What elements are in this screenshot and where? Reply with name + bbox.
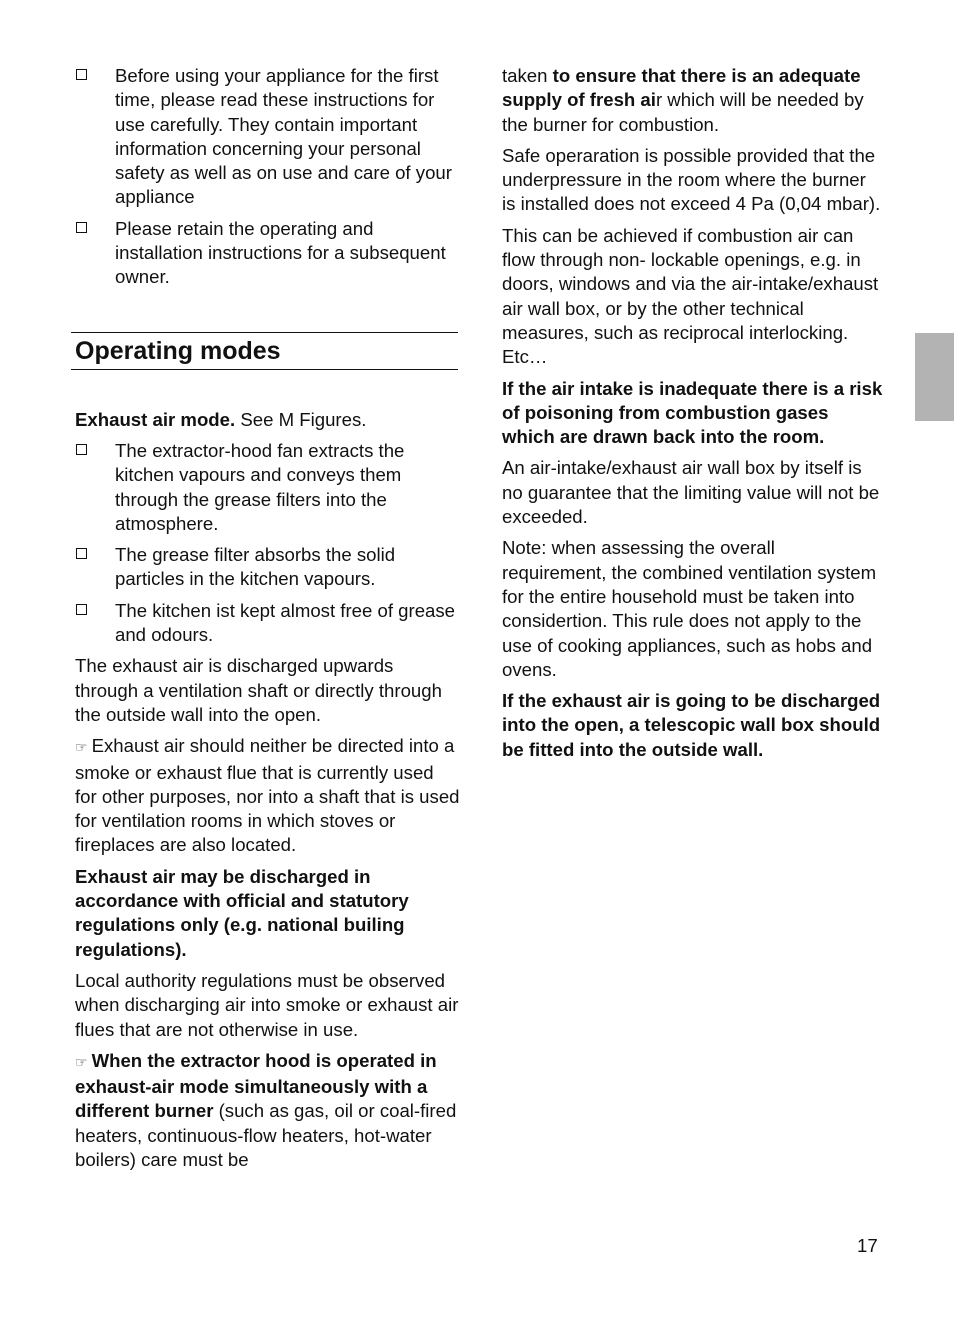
burner-note: ☞ When the extractor hood is operated in exhaust-air mode simultaneously with a different burner (such as gas, oil or coal-fired heaters, continuous-flow heaters, hot-water boilers) care must be	[75, 1049, 457, 1170]
list-item: The grease filter absorbs the solid particles in the kitchen vapours.	[75, 543, 460, 592]
checkbox-square-icon	[76, 222, 87, 233]
regulations-warning: Exhaust air may be discharged in accordance with official and statutory regulations only (e.g. national builing regulations).	[75, 865, 409, 960]
discharge-paragraph: The exhaust air is discharged upwards through a ventilation shaft or directly through the outside wall into the open.	[75, 655, 442, 725]
section-heading: Operating modes	[75, 336, 281, 365]
pointing-hand-icon: ☞	[75, 1054, 88, 1071]
safe-operation-paragraph: Safe operaration is possible provided that the underpressure in the room where the burner is installed does not exceed 4 Pa (0,04 mbar).	[502, 144, 881, 215]
checkbox-square-icon	[76, 69, 87, 80]
section-heading-box	[71, 332, 458, 370]
list-item: The extractor-hood fan extracts the kitchen vapours and conveys them through the grease filters into the atmosphere.	[75, 439, 460, 536]
list-item: Please retain the operating and installation instructions for a subsequent owner.	[75, 217, 460, 290]
poisoning-warning: If the air intake is inadequate there is a risk of poisoning from combustion gases which are drawn back into the room.	[502, 377, 883, 448]
note-paragraph: Note: when assessing the overall requirement, the combined ventilation system for the entire household must be taken into considertion. This rule does not apply to the use of cooking appliances, such as hobs and ovens.	[502, 537, 877, 680]
list-item: Before using your appliance for the first time, please read these instructions for use carefully. They contain important information concerning your personal safety as well as on use and care of your appliance	[75, 64, 460, 210]
checkbox-square-icon	[76, 444, 87, 455]
intro-checklist	[75, 64, 460, 290]
checkbox-square-icon	[76, 548, 87, 559]
fresh-air-paragraph: taken to ensure that there is an adequate supply of fresh air which will be needed by the burner for combustion.	[502, 65, 864, 135]
telescopic-warning: If the exhaust air is going to be discharged into the open, a telescopic wall box should be fitted into the outside wall.	[502, 690, 881, 760]
checkbox-square-icon	[76, 604, 87, 615]
local-authority-paragraph: Local authority regulations must be observed when discharging air into smoke or exhaust air flues that are not otherwise in use.	[75, 969, 459, 1040]
achieve-paragraph: This can be achieved if combustion air can flow through non- lockable openings, e.g. in doors, windows and via the air-intake/exhaust air wall box, or by the other technical measures, such as reciprocal interlocking. Etc…	[502, 224, 879, 368]
page-number: 17	[857, 1235, 878, 1256]
flue-note: ☞ Exhaust air should neither be directed into a smoke or exhaust flue that is currently used for other purposes, nor into a shaft that is used for ventilation rooms in which stoves or fireplaces are also located.	[75, 735, 460, 856]
chapter-side-tab	[915, 333, 954, 421]
exhaust-mode-intro: Exhaust air mode. See M Figures.	[75, 408, 367, 430]
exhaust-checklist	[75, 439, 460, 647]
right-column	[502, 64, 884, 769]
list-item: The kitchen ist kept almost free of grease and odours.	[75, 599, 460, 648]
left-column	[75, 64, 460, 1179]
wall-box-paragraph: An air-intake/exhaust air wall box by itself is no guarantee that the limiting value will not be exceeded.	[502, 457, 880, 528]
pointing-hand-icon: ☞	[75, 740, 88, 757]
